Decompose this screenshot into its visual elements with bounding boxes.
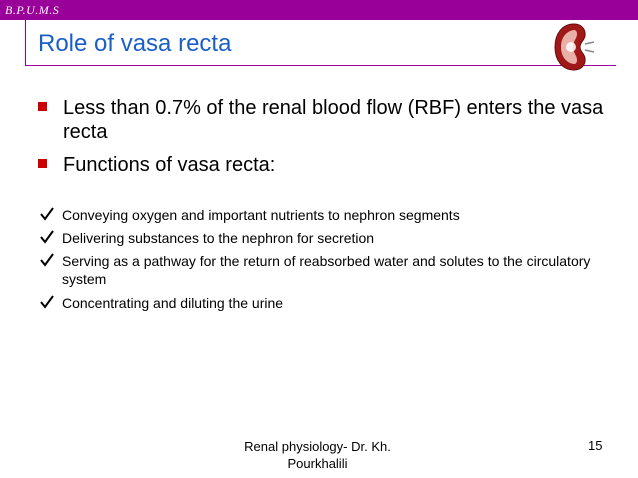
slide-title: Role of vasa recta — [38, 30, 232, 57]
function-text: Serving as a pathway for the return of reabsorbed water and solutes to the circulatory system — [62, 253, 591, 287]
function-text: Concentrating and diluting the urine — [62, 295, 284, 311]
function-text: Delivering substances to the nephron for secretion — [62, 230, 375, 246]
bullet-text: Functions of vasa recta: — [63, 154, 276, 176]
brand-label: B.P.U.M.S — [5, 3, 60, 17]
checkmark-icon — [40, 207, 54, 221]
kidney-icon — [552, 22, 596, 72]
bullet-text: Less than 0.7% of the renal blood flow (RBF) enters the vasa recta — [63, 97, 604, 143]
checkmark-icon — [40, 253, 54, 267]
footer-text: Renal physiology- Dr. Kh. Pourkhalili — [244, 439, 391, 471]
checkmark-icon — [40, 295, 54, 309]
checkmark-icon — [40, 230, 54, 244]
function-text: Conveying oxygen and important nutrients to nephron segments — [62, 207, 460, 223]
page-number: 15 — [588, 438, 603, 453]
top-banner — [0, 0, 638, 20]
square-bullet-icon — [38, 159, 47, 168]
square-bullet-icon — [38, 102, 47, 111]
